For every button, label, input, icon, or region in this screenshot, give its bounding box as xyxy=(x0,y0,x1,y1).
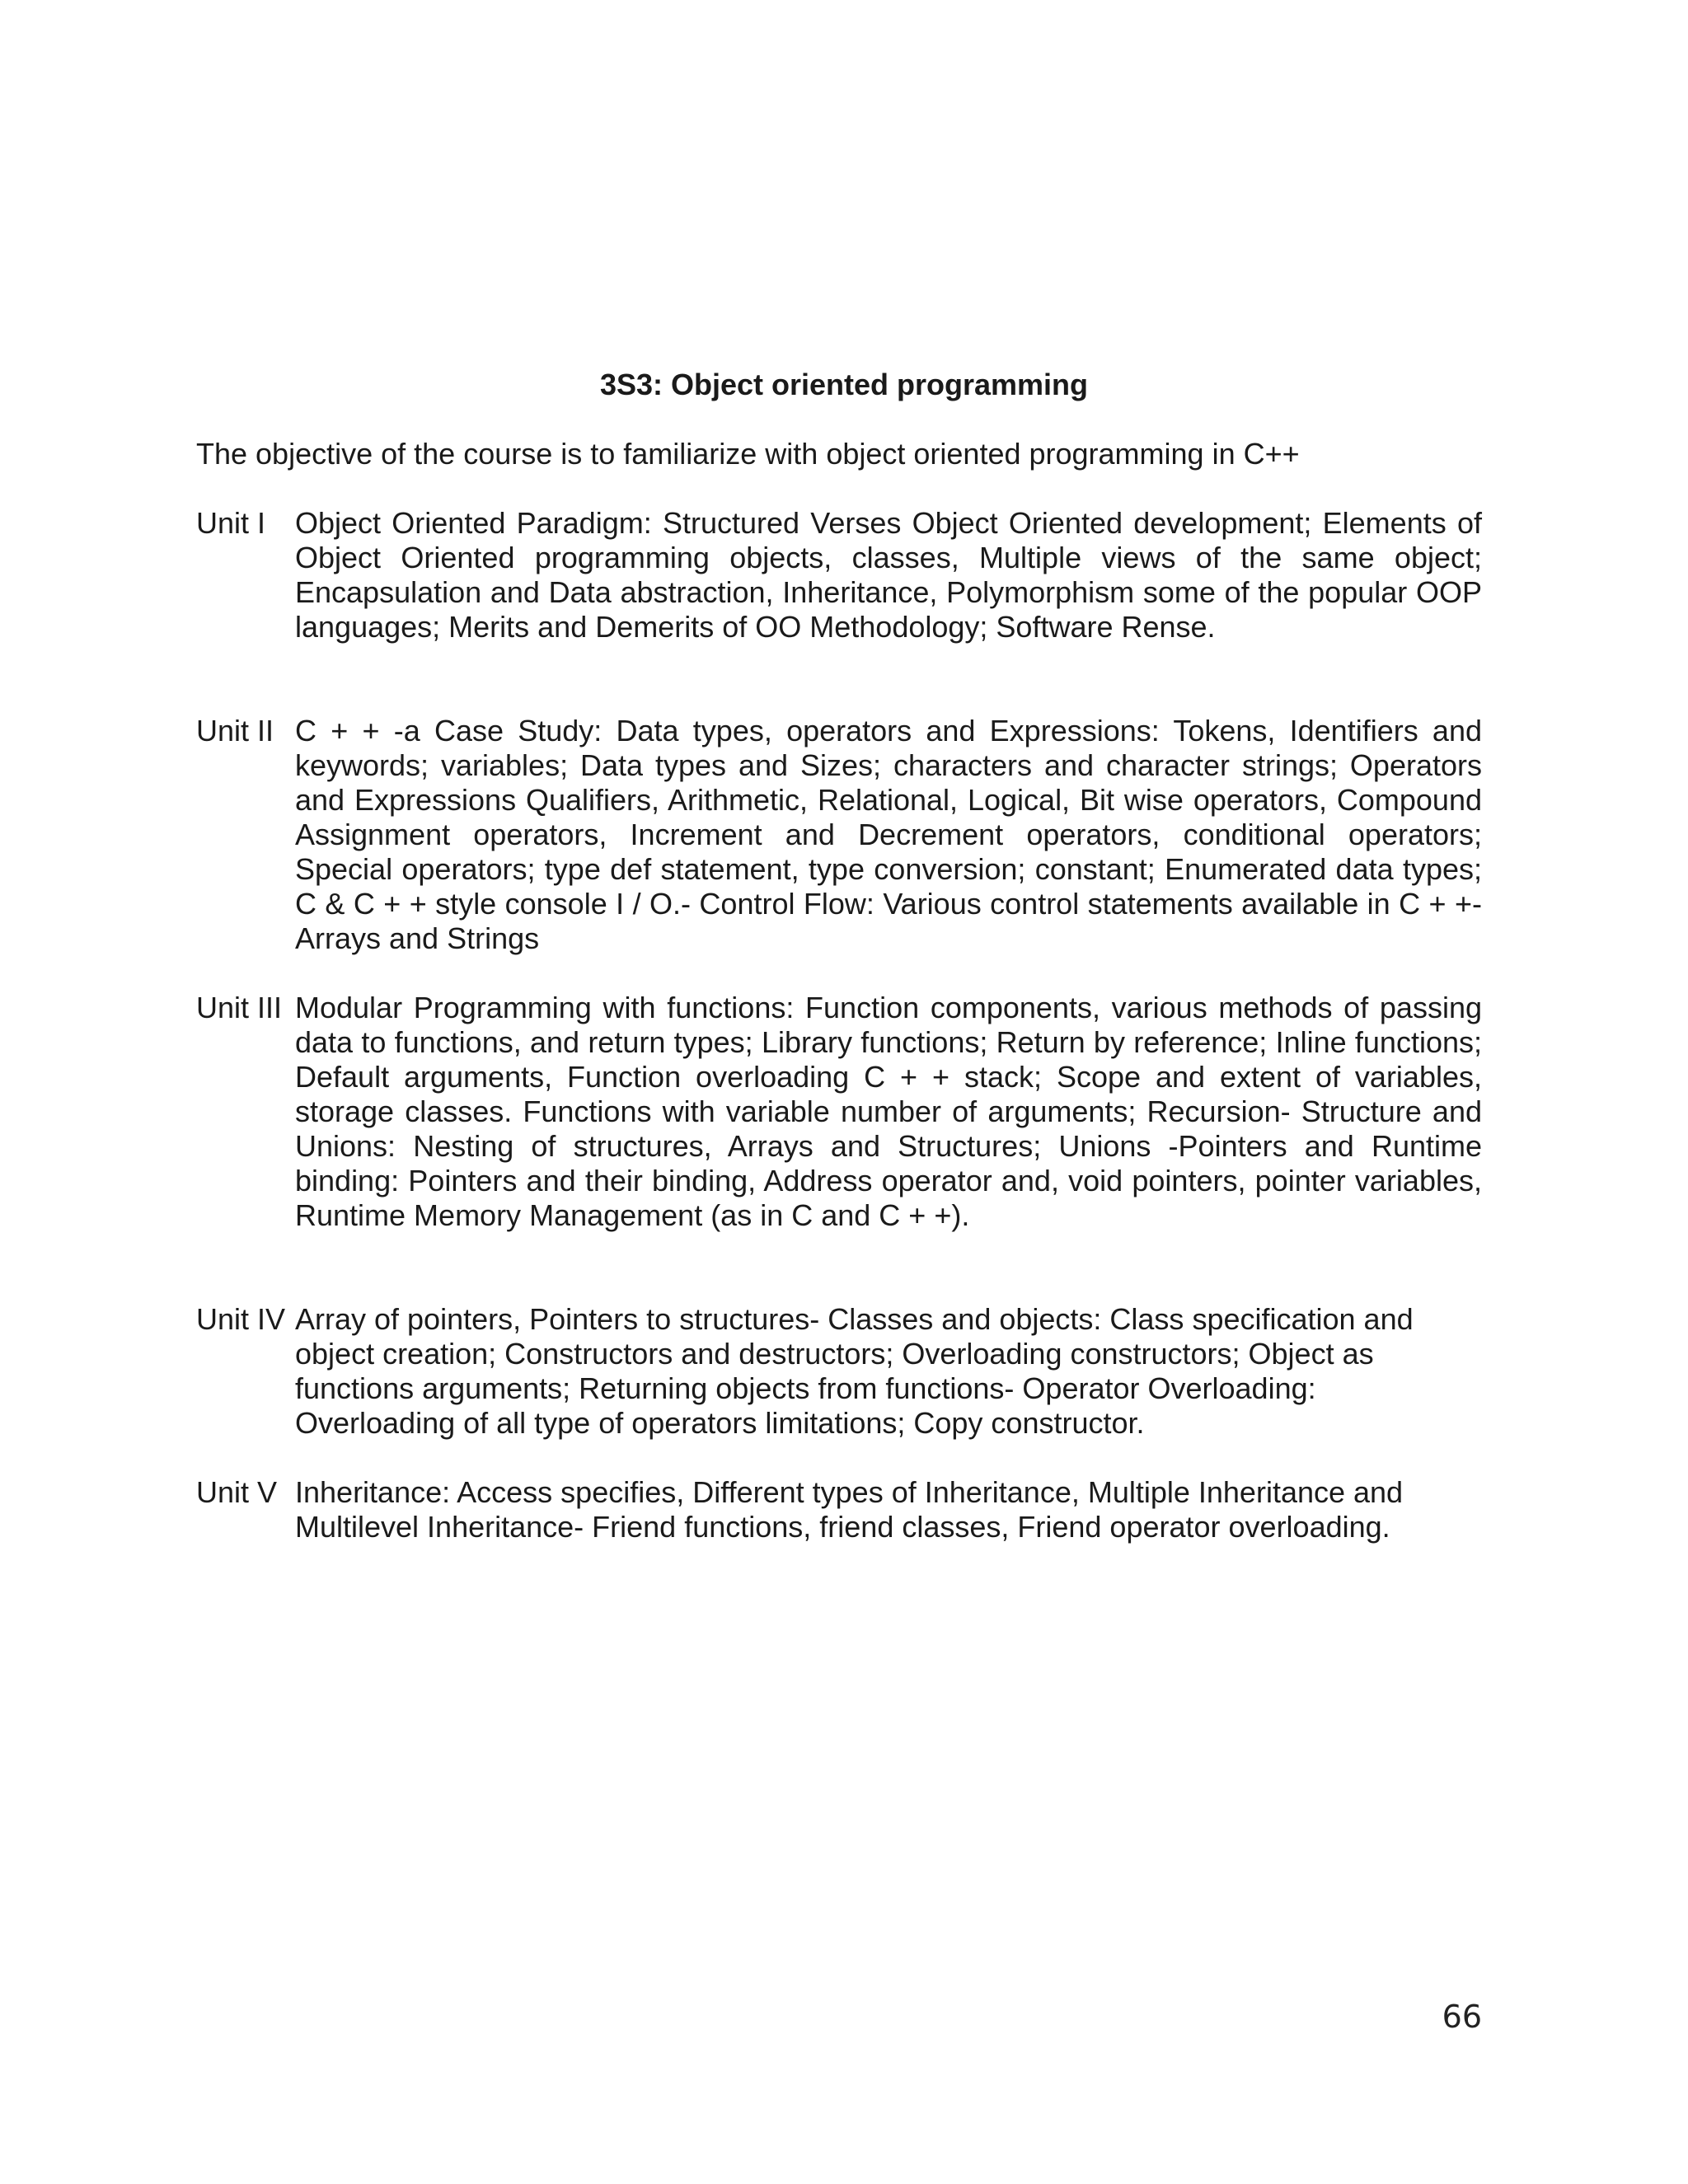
unit-section xyxy=(196,506,1482,644)
unit-description: Inheritance: Access specifies, Different types of Inheritance, Multiple Inheritance and Multilevel Inheritance- Friend functions, friend classes, Friend operator overloading. xyxy=(295,1475,1404,1544)
unit-section xyxy=(196,1302,1482,1441)
unit-label: Unit II xyxy=(196,714,274,748)
unit-label: Unit III xyxy=(196,991,283,1024)
page-number: 66 xyxy=(1442,1999,1482,2035)
unit-section xyxy=(196,1475,1482,1544)
course-objective: The objective of the course is to familiarize with object oriented programming in C++ xyxy=(196,437,1300,471)
unit-section xyxy=(196,991,1482,1233)
unit-description: Array of pointers, Pointers to structures- Classes and objects: Class specification and object creation; Constructors and destructors; Overloading constructors; Object as functions arguments; Returning objects from functions- Operator Overloading: Overloading of all type of operators limitations; Copy constructor. xyxy=(295,1302,1414,1440)
unit-label: Unit V xyxy=(196,1475,278,1509)
unit-description: C + + -a Case Study: Data types, operators and Expressions: Tokens, Identifiers and keywords; variables; Data types and Sizes; characters and character strings; Operators and Expressions Qualifiers, Arithmetic, Relational, Logical, Bit wise operators, Compound Assignment operators, Increment and Decrement operators, conditional operators; Special operators; type def statement, type conversion; constant; Enumerated data types; C & C + + style console I / O.- Control Flow: Various control statements available in C + +- Arrays and Strings xyxy=(295,714,1482,955)
unit-description: Object Oriented Paradigm: Structured Verses Object Oriented development; Elements of Object Oriented programming objects, classes, Multiple views of the same object; Encapsulation and Data abstraction, Inheritance, Polymorphism some of the popular OOP languages; Merits and Demerits of OO Methodology; Software Rense. xyxy=(295,506,1482,644)
unit-label: Unit IV xyxy=(196,1302,286,1336)
unit-label: Unit I xyxy=(196,506,266,540)
unit-section xyxy=(196,714,1482,956)
unit-description: Modular Programming with functions: Function components, various methods of passing data to functions, and return types; Library functions; Return by reference; Inline functions; Default arguments, Function overloading C + + stack; Scope and extent of variables, storage classes. Functions with variable number of arguments; Recursion- Structure and Unions: Nesting of structures, Arrays and Structures; Unions -Pointers and Runtime binding: Pointers and their binding, Address operator and, void pointers, pointer variables, Runtime Memory Management (as in C and C + +). xyxy=(295,991,1482,1232)
page-title: 3S3: Object oriented programming xyxy=(599,368,1089,401)
